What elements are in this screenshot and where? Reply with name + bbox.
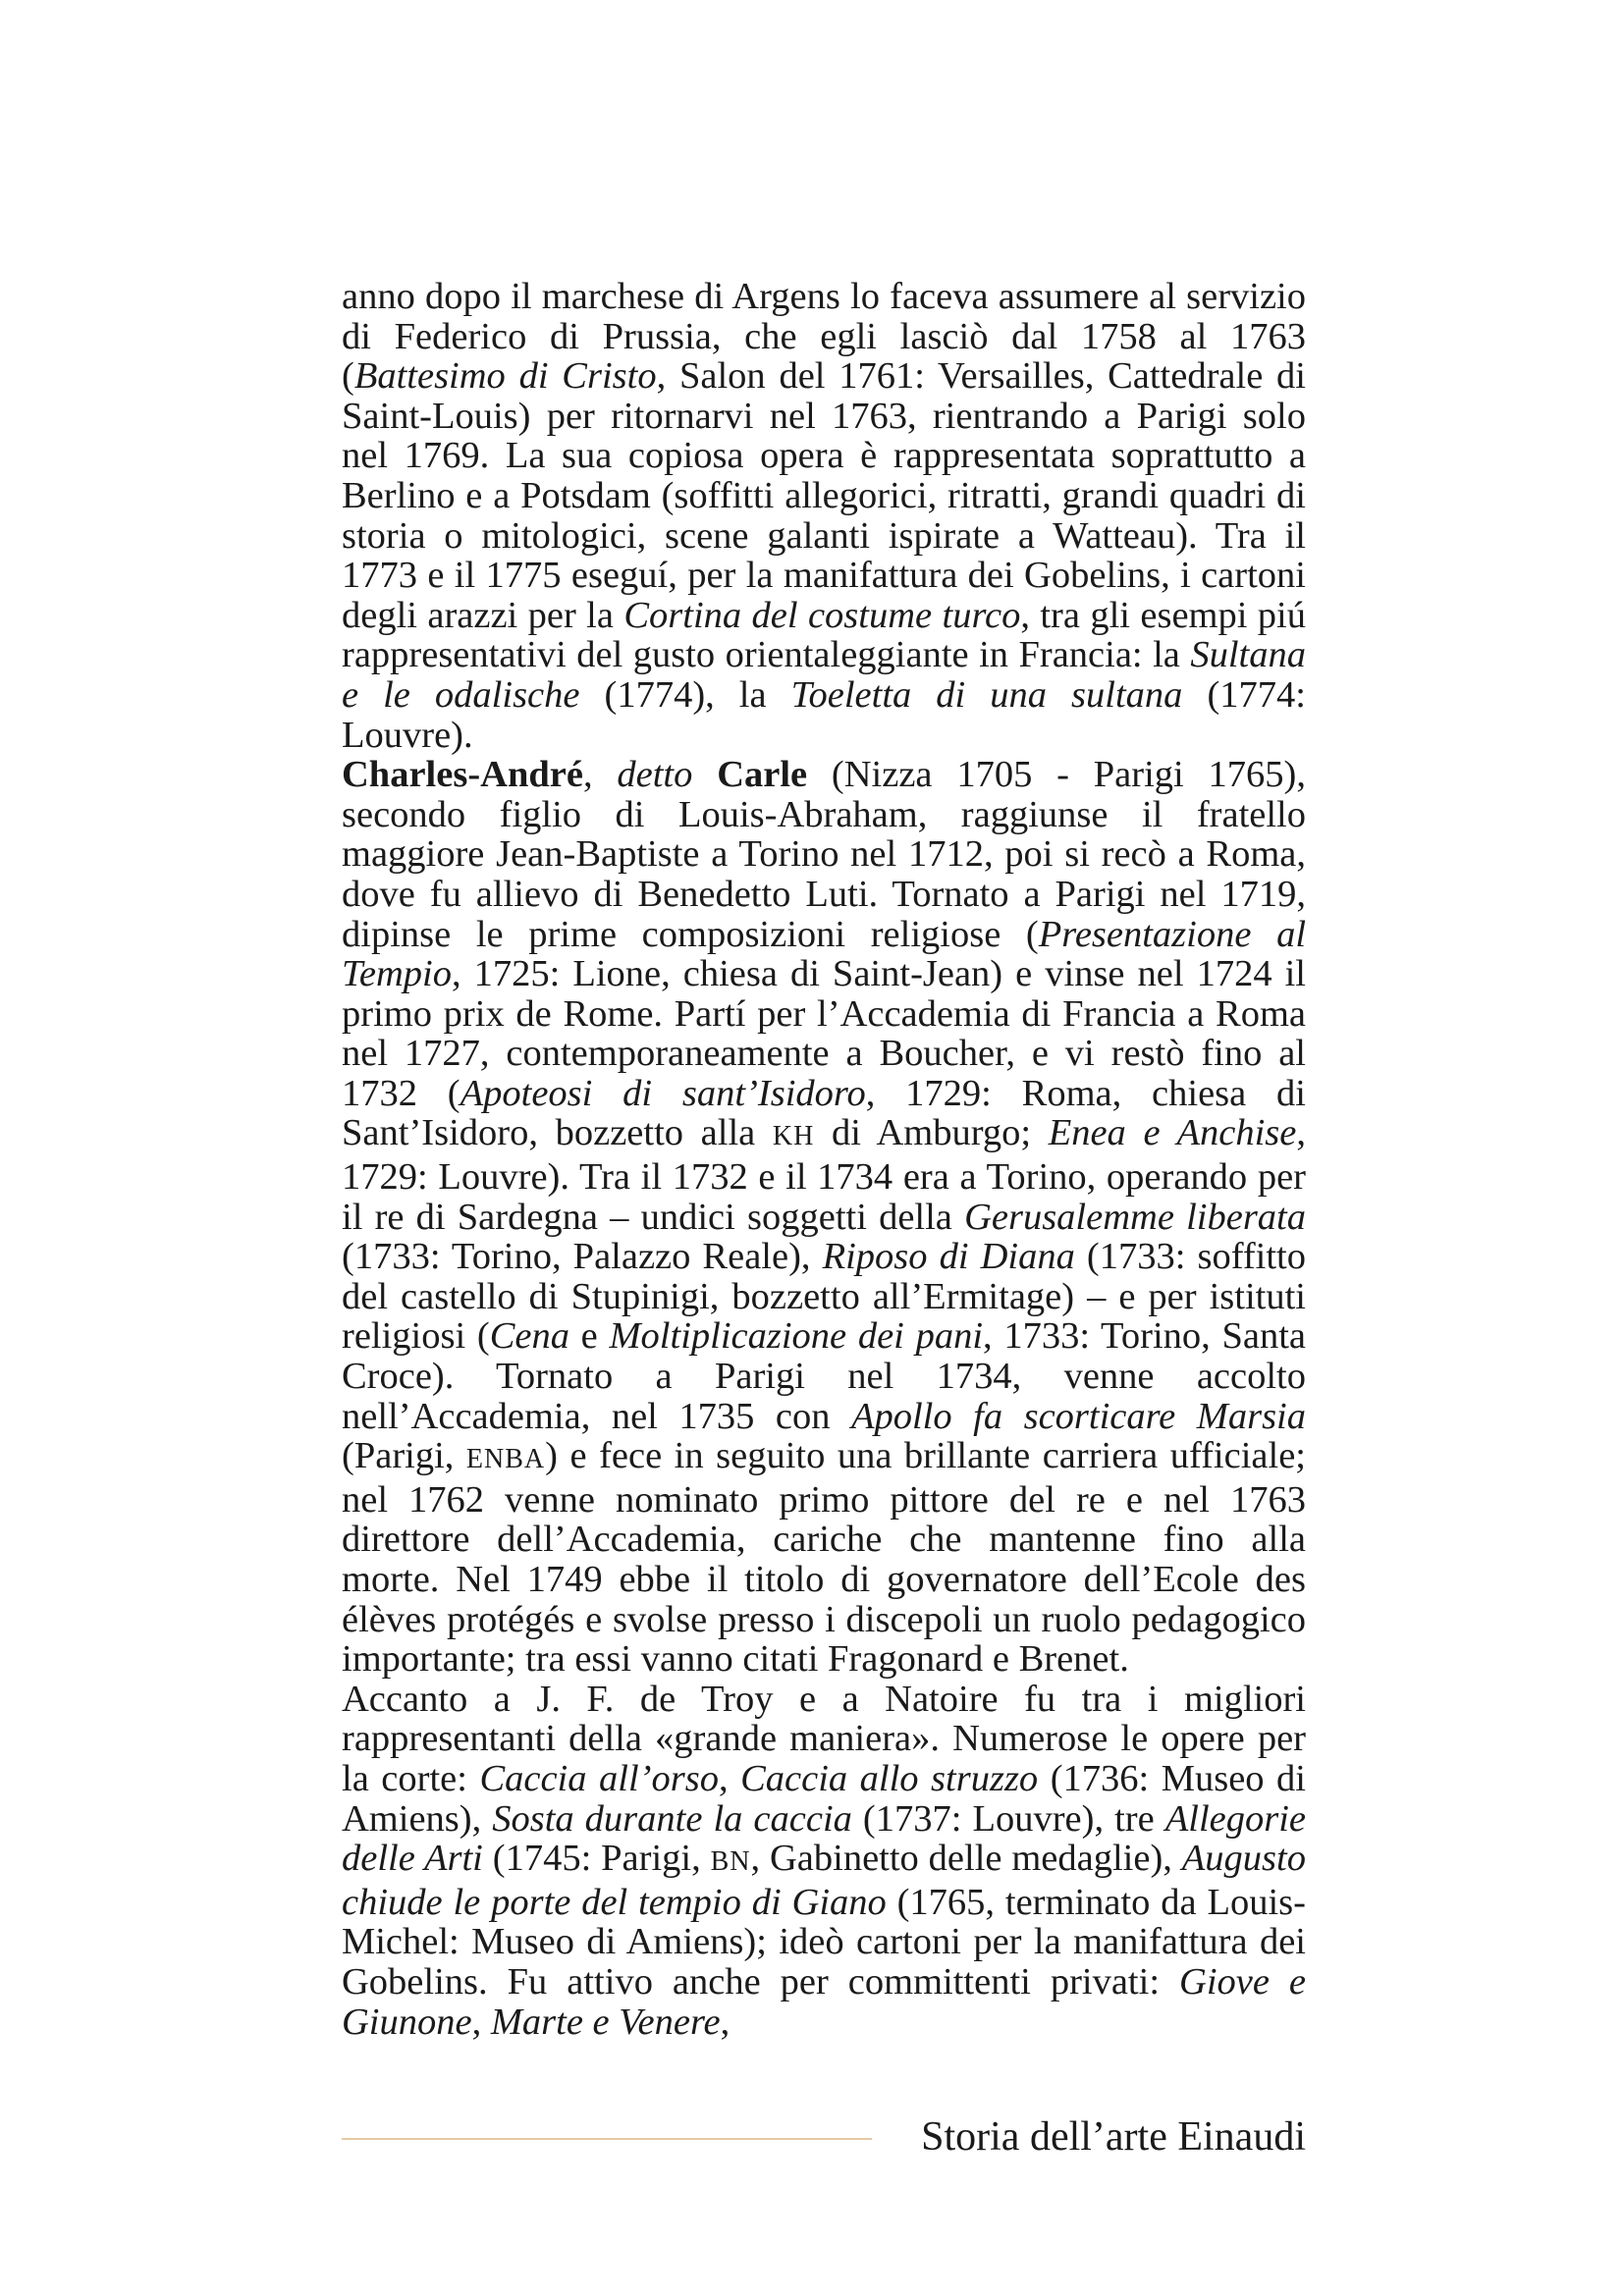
text-run: , 1725: Lione, chiesa di Saint-Jean) e vinse nel 1724 il primo prix de Rome. Partí per l’Accademia di Francia a Roma nel 1727, contemporaneamente a Boucher, e vi restò fino al 1732 (: [342, 953, 1306, 1114]
entry-name: Charles-André: [342, 754, 583, 796]
paragraph-charles-andre: [342, 755, 1306, 1680]
paragraph-grande-maniera: [342, 1680, 1306, 2042]
paragraph-argens-prussia: [342, 277, 1306, 755]
artwork-title: Cena: [489, 1315, 569, 1358]
artwork-title: Cortina del costume turco: [623, 594, 1021, 636]
page-footer: [342, 2112, 1306, 2162]
text-run: Accanto a J. F. de Troy e a Natoire fu tra i migliori rappresentanti della «grande maniera». Numerose le opere per la corte:: [342, 1678, 1306, 1799]
artwork-title: Toeletta di una sultana: [790, 673, 1183, 716]
artwork-title: Battesimo di Cristo: [353, 355, 657, 398]
artwork-title: Riposo di Diana: [822, 1236, 1075, 1278]
abbreviation: BN: [710, 1846, 751, 1878]
artwork-title: Caccia all’orso: [479, 1757, 719, 1799]
text-run: anno dopo il marchese di Argens lo faceva assumere al servizio di Federico di Prussia, che egli lasciò dal 1758 al 1763 (: [342, 276, 1306, 398]
artwork-title: Marte e Venere: [490, 2001, 721, 2043]
text-run: [692, 754, 717, 795]
artwork-title: Sultana e le odalische: [342, 634, 1306, 716]
text-run: (1736: Museo di Amiens),: [342, 1757, 1306, 1840]
text-run: (1733: soffitto del castello di Stupinigi, bozzetto all’Ermitage) – e per istituti religiosi (: [342, 1236, 1306, 1358]
artwork-title: Enea e Anchise: [1048, 1112, 1297, 1154]
text-run: di Amburgo;: [814, 1112, 1049, 1154]
text-run: (1733: Torino, Palazzo Reale),: [342, 1236, 823, 1278]
artwork-title: Moltiplicazione dei pani: [609, 1315, 984, 1358]
abbreviation: ENBA: [465, 1444, 546, 1475]
artwork-title: Gerusalemme liberata: [964, 1196, 1306, 1238]
text-run: , Gabinetto delle medaglie),: [750, 1838, 1182, 1880]
artwork-title: Giove e Giunone: [342, 1960, 1307, 2043]
text-run: (1765, terminato da Louis-Michel: Museo di Amiens); ideò cartoni per la manifattura dei Gobelins. Fu attivo anche per committenti privati:: [342, 1881, 1306, 2002]
text-run: , 1729: Louvre). Tra il 1732 e il 1734 era a Torino, operando per il re di Sardegna – undici soggetti della: [342, 1112, 1306, 1238]
abbreviation: KH: [772, 1121, 815, 1152]
footer-rule: [342, 2138, 872, 2140]
text-run: (1774), la: [579, 673, 791, 716]
text-run: (1774: Louvre).: [342, 673, 1306, 756]
text-run: ,: [471, 2001, 491, 2043]
text-run: ,: [582, 754, 618, 796]
artwork-title: Augusto chiude le porte del tempio di Giano: [342, 1838, 1306, 1923]
text-run: ) e fece in seguito una brillante carriera ufficiale; nel 1762 venne nominato primo pittore del re e nel 1763 direttore dell’Accademia, cariche che mantenne fino alla morte. Nel 1749 ebbe il titolo di governatore dell’Ecole des élèves protégés e svolse presso i discepoli un ruolo pedagogico importante; tra essi vanno citati Fragonard e Brenet.: [342, 1435, 1306, 1681]
text-run: , 1729: Roma, chiesa di Sant’Isidoro, bozzetto alla: [342, 1072, 1306, 1154]
italic-term: detto: [617, 754, 693, 796]
page-body: [342, 277, 1306, 2042]
text-run: ,: [718, 1757, 741, 1799]
text-run: (1745: Parigi,: [482, 1838, 711, 1880]
footer-publication-title: Storia dell’arte Einaudi: [921, 2114, 1306, 2160]
text-run: , 1733: Torino, Santa Croce). Tornato a Parigi nel 1734, venne accolto nell’Accademia, nel 1735 con: [342, 1315, 1307, 1437]
text-run: , tra gli esempi piú rappresentativi del gusto orientaleggiante in Francia: la: [342, 594, 1307, 676]
text-run: (Parigi,: [342, 1435, 466, 1477]
text-run: (1737: Louvre), tre: [851, 1797, 1165, 1840]
text-run: e: [568, 1315, 610, 1358]
text-run: (Nizza 1705 - Parigi 1765), secondo figlio di Louis-Abraham, raggiunse il fratello maggiore Jean-Baptiste a Torino nel 1712, poi si recò a Roma, dove fu allievo di Benedetto Luti. Tornato a Parigi nel 1719, dipinse le prime composizioni religiose (: [342, 754, 1306, 955]
artwork-title: Apoteosi di sant’Isidoro: [460, 1072, 866, 1114]
artwork-title: Presentazione al Tempio: [342, 913, 1307, 995]
artwork-title: Apollo fa scorticare Marsia: [850, 1395, 1306, 1437]
entry-nickname: Carle: [717, 754, 808, 796]
text-run: , Salon del 1761: Versailles, Cattedrale di Saint-Louis) per ritornarvi nel 1763, rientrando a Parigi solo nel 1769. La sua copiosa opera è rappresentata soprattutto a Berlino e a Potsdam (soffitti allegorici, ritratti, grandi quadri di storia o mitologici, scene galanti ispirate a Watteau). Tra il 1773 e il 1775 eseguí, per la manifattura dei Gobelins, i cartoni degli arazzi per la: [342, 355, 1306, 636]
artwork-title: Allegorie delle Arti: [342, 1797, 1307, 1880]
text-run: ,: [720, 2001, 730, 2043]
artwork-title: Sosta durante la caccia: [492, 1797, 852, 1840]
artwork-title: Caccia allo struzzo: [740, 1757, 1039, 1799]
